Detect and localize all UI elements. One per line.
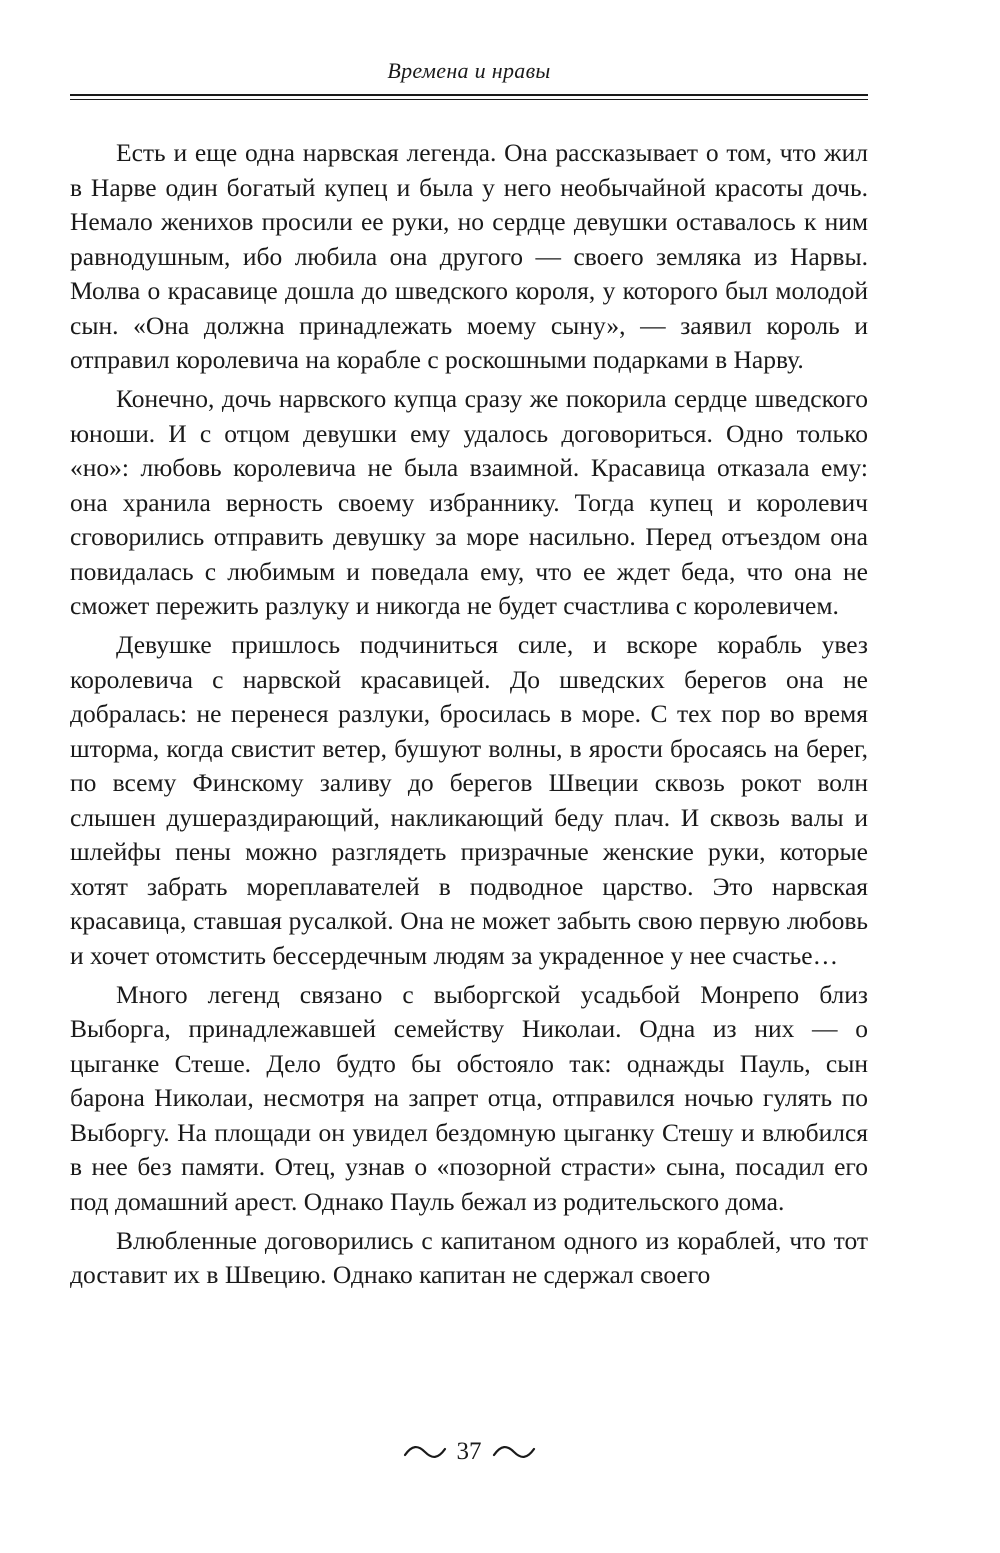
paragraph: Влюбленные договорились с капитаном одного из кораблей, что тот доставит их в Швецию. Однако капитан не сдержал своего <box>70 1225 868 1289</box>
paragraph: Конечно, дочь нарвского купца сразу же покорила сердце шведского юноши. И с отцом девушки ему удалось договориться. Одно только «но»: любовь королевича не была взаимной. Красавица отказала ему: она хранила верность своему избраннику. Тогда купец и королевич сговорились отправить девушку за море насильно. Перед отъездом она повидалась с любимым и поведала ему, что ее ждет беда, что она не сможет пережить разлуку и никогда не будет счастлива с королевичем. <box>70 384 868 620</box>
header-rule-thick <box>70 94 868 96</box>
paragraph: Есть и еще одна нарвская легенда. Она рассказывает о том, что жил в Нарве один богатый купец и была у него необычайной красоты дочь. Немало женихов просили ее руки, но сердце девушки оставалось к ним равнодушным, ибо любила она другого — своего земляка из Нарвы. Молва о красавице дошла до шведского короля, у которого был молодой сын. «Она должна принадлежать моему сыну», — заявил король и отправил королевича на корабле с роскошными подарками в Нарву. <box>70 138 868 374</box>
paragraph: Много легенд связано с выборгской усадьбой Монрепо близ Выборга, принадлежавшей семейству Николаи. Одна из них — о цыганке Стеше. Дело будто бы обстояло так: однажды Пауль, сын барона Николаи, несмотря на запрет отца, отправился ночью гулять по Выборгу. На площади он увидел бездомную цыганку Стешу и влюбился в нее без памяти. Отец, узнав о «позорной страсти» сына, посадил его под домашний арест. Однако Пауль бежал из родительского дома. <box>70 979 868 1216</box>
running-head: Времена и нравы <box>387 58 551 83</box>
paragraph: Девушке пришлось подчиниться силе, и вскоре корабль увез королевича с нарвской красавицей. До шведских берегов она не добралась: не перенеся разлуки, бросилась в море. С тех пор во время шторма, когда свистит ветер, бушуют волны, в ярости бросаясь на берег, по всему Финскому заливу до берегов Швеции сквозь рокот волн слышен душераздирающий, накликающий беду плач. И сквозь валы и шлейфы пены можно разглядеть призрачные женские руки, которые хотят забрать мореплавателей в подводное царство. Это нарвская красавица, ставшая русалкой. Она не может забыть свою первую любовь и хочет отомстить бессердечным людям за украденное у нее счастье… <box>70 630 868 970</box>
right-swash-ornament <box>492 1444 536 1460</box>
page-number: 37 <box>456 1438 482 1465</box>
left-swash-ornament <box>403 1444 447 1460</box>
body-text <box>70 136 868 1293</box>
folio <box>70 1432 868 1472</box>
header-rule-thin <box>70 99 868 100</box>
